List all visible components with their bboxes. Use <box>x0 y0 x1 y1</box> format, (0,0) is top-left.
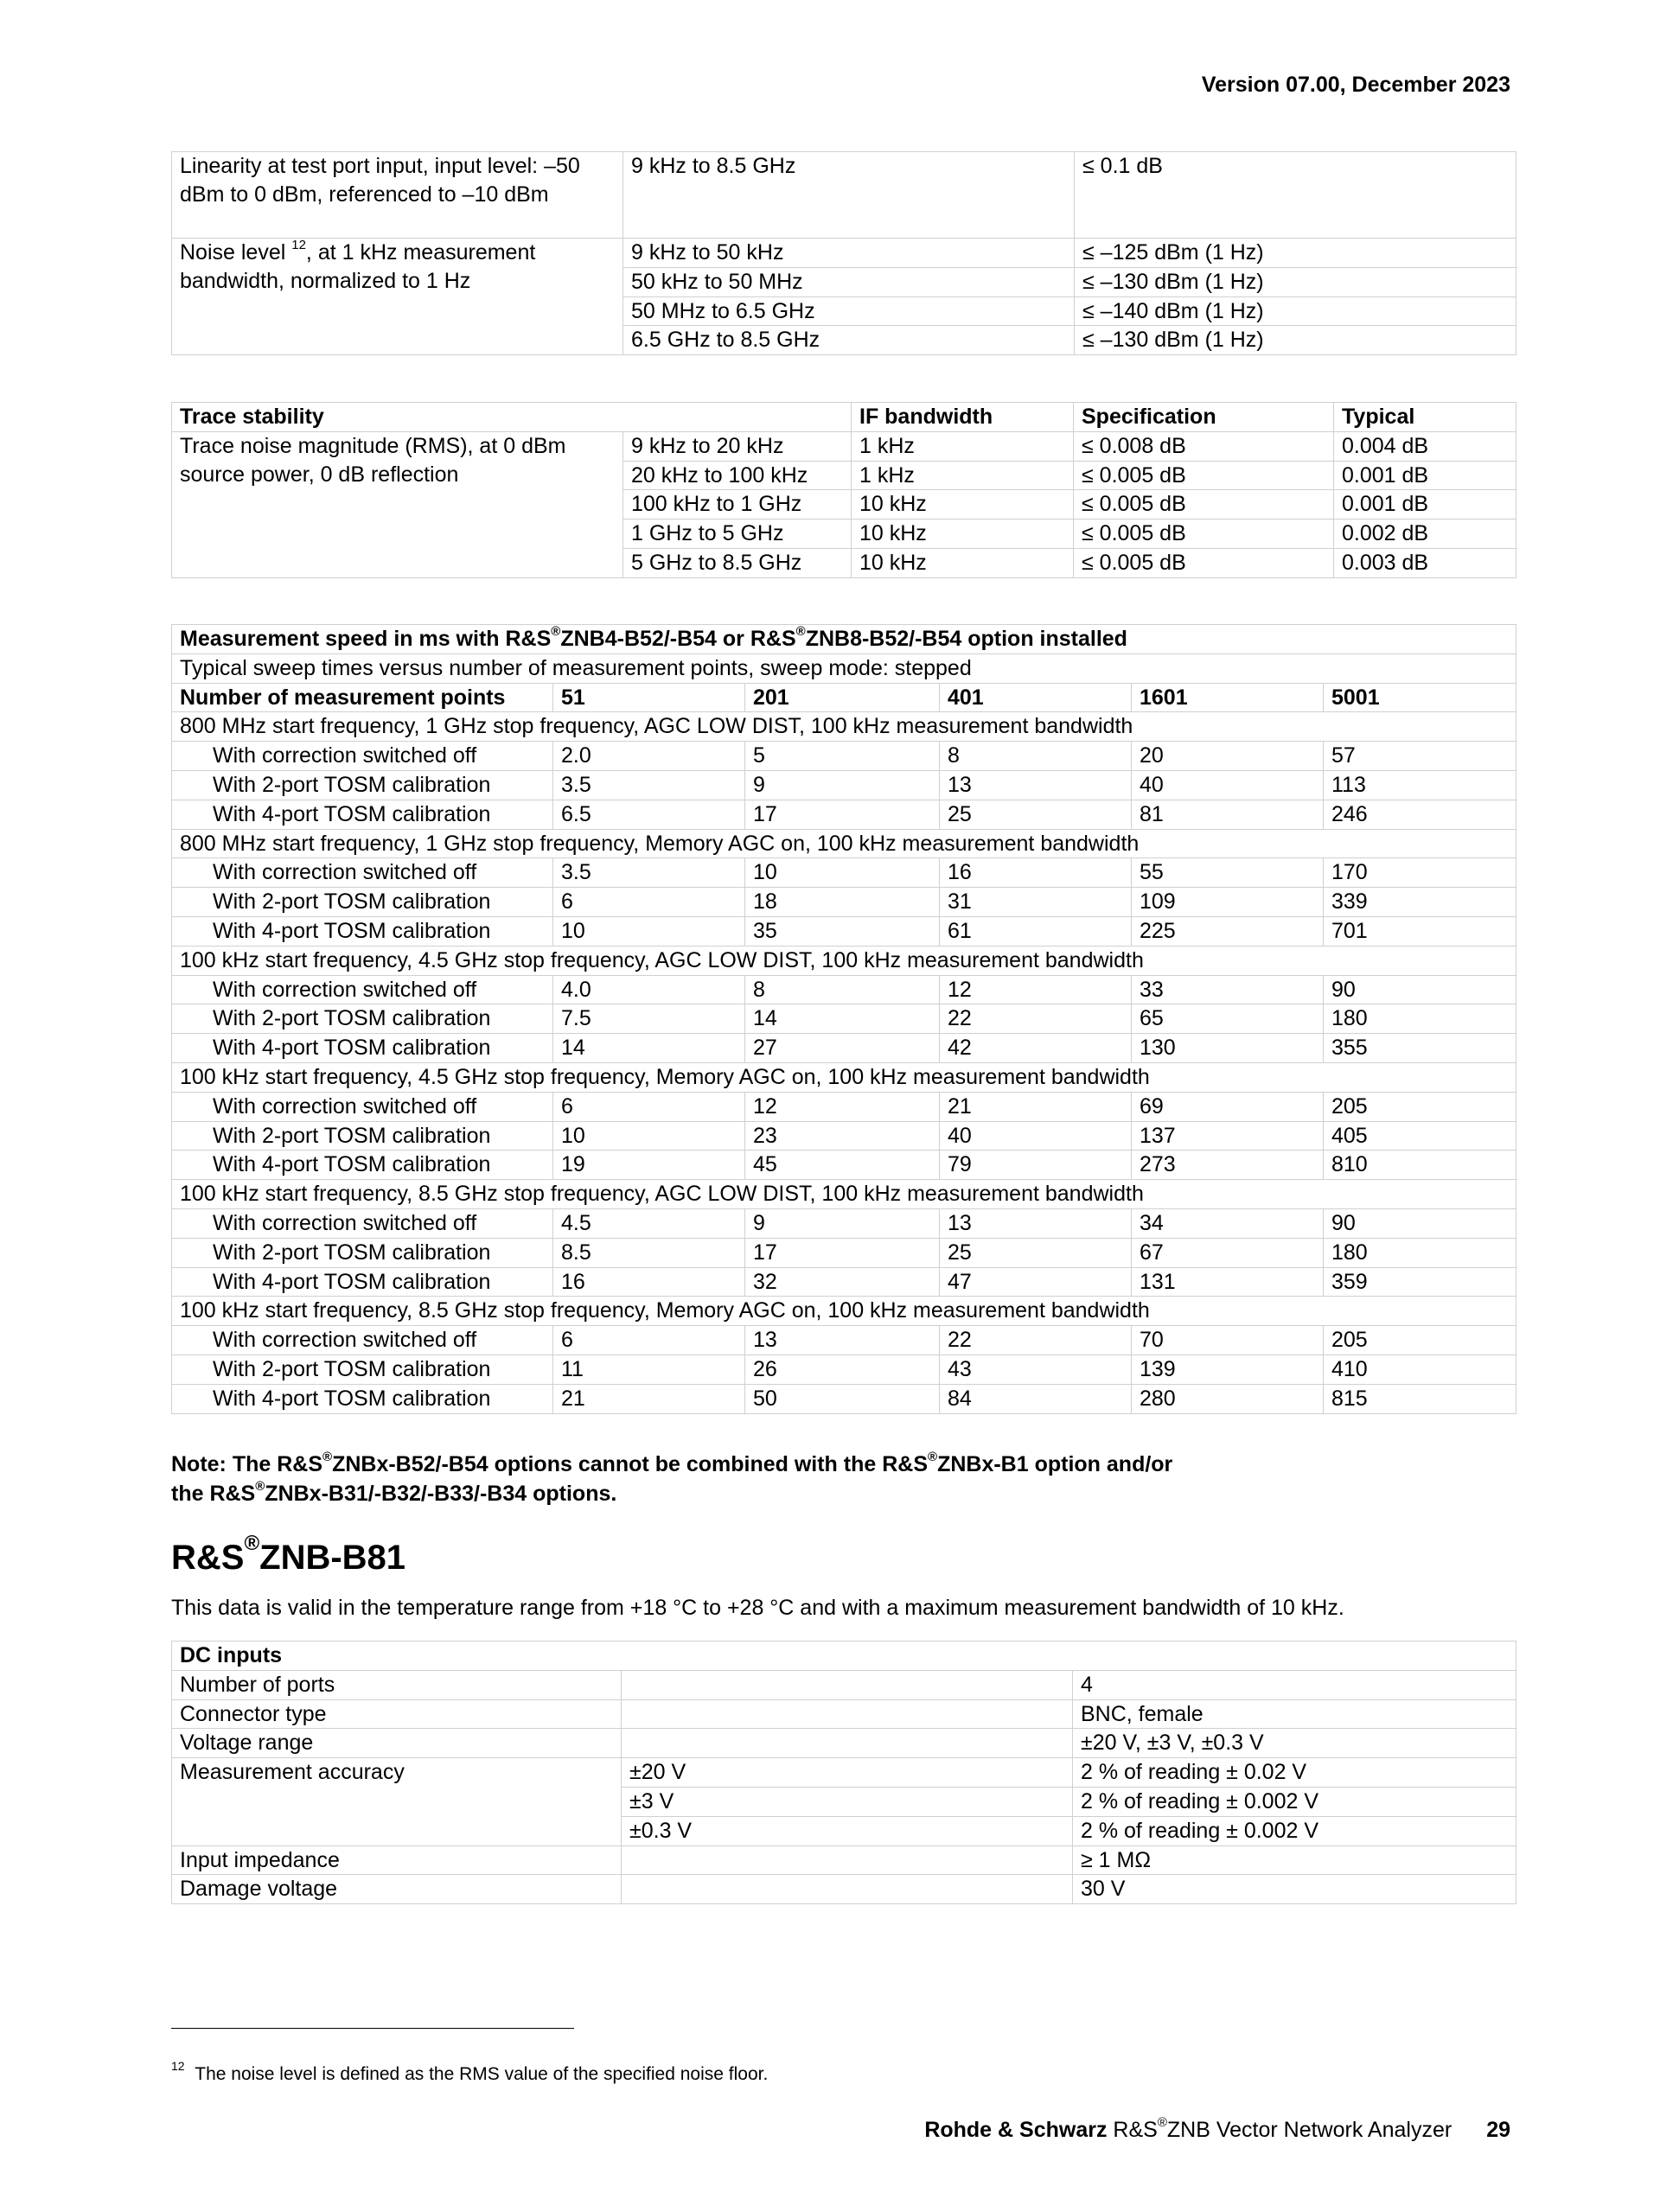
table-row <box>172 1326 1516 1355</box>
row-label: With 2-port TOSM calibration <box>172 1355 553 1384</box>
cell: 9 <box>745 1208 940 1238</box>
table-row <box>172 1121 1516 1151</box>
cell: 8 <box>940 742 1132 771</box>
table-row <box>172 1729 1516 1758</box>
cell: 2.0 <box>553 742 745 771</box>
row-label: With 2-port TOSM calibration <box>172 888 553 917</box>
footnote: $^{12}$ The noise level is defined as the RMS value of the specified noise floor. <box>171 2059 769 2084</box>
cell: 2 % of reading ± 0.002 V <box>1073 1816 1516 1845</box>
cell <box>622 1729 1073 1758</box>
cell: 84 <box>940 1384 1132 1413</box>
linearity-value: ≤ 0.1 dB <box>1075 152 1516 239</box>
noise-value: ≤ –130 dBm (1 Hz) <box>1075 326 1516 355</box>
table-row <box>172 1384 1516 1413</box>
cell: 10 <box>553 1121 745 1151</box>
row-label: With correction switched off <box>172 858 553 888</box>
cell: 81 <box>1132 800 1324 829</box>
cell: 4 <box>1073 1670 1516 1699</box>
cell: 27 <box>745 1034 940 1063</box>
trace-noise-label: Trace noise magnitude (RMS), at 0 dBm source power, 0 dB reflection <box>172 431 623 577</box>
cell: 410 <box>1324 1355 1516 1384</box>
cell: 1 kHz <box>852 431 1074 461</box>
table-row <box>172 975 1516 1004</box>
column-header: IF bandwidth <box>852 403 1074 432</box>
cell: 21 <box>940 1092 1132 1121</box>
column-header: 5001 <box>1324 683 1516 712</box>
cell: 30 V <box>1073 1875 1516 1904</box>
cell: 16 <box>553 1267 745 1297</box>
noise-value: ≤ –125 dBm (1 Hz) <box>1075 239 1516 268</box>
row-label: With 2-port TOSM calibration <box>172 1121 553 1151</box>
footnote-ref: 12 <box>291 238 306 252</box>
row-label: With 4-port TOSM calibration <box>172 1267 553 1297</box>
options-note: Note: The R&S®ZNBx-B52/-B54 options cannot be combined with the R&S®ZNBx-B1 option and/or the R&S®ZNBx-B31/-B32/-B33/-B34 options. <box>171 1449 1173 1506</box>
speed-table-title: Measurement speed in ms with R&S®ZNB4-B52/-B54 or R&S®ZNB8-B52/-B54 option installed <box>172 625 1516 654</box>
group-title-row <box>172 829 1516 858</box>
table-title-row <box>172 625 1516 654</box>
cell: 355 <box>1324 1034 1516 1063</box>
cell: 69 <box>1132 1092 1324 1121</box>
group-title-row <box>172 1180 1516 1209</box>
cell: 280 <box>1132 1384 1324 1413</box>
page-number: 29 <box>1486 2118 1510 2142</box>
cell: 40 <box>940 1121 1132 1151</box>
cell: 100 kHz to 1 GHz <box>623 490 852 520</box>
cell: 10 <box>553 916 745 946</box>
cell: 246 <box>1324 800 1516 829</box>
column-header: Trace stability <box>172 403 852 432</box>
cell: 205 <box>1324 1326 1516 1355</box>
cell: 180 <box>1324 1004 1516 1034</box>
cell: 2 % of reading ± 0.02 V <box>1073 1758 1516 1788</box>
cell: 17 <box>745 800 940 829</box>
cell: 40 <box>1132 770 1324 800</box>
group-title: 800 MHz start frequency, 1 GHz stop frequency, Memory AGC on, 100 kHz measurement bandwidth <box>172 829 1516 858</box>
cell: 43 <box>940 1355 1132 1384</box>
row-label: With 2-port TOSM calibration <box>172 770 553 800</box>
cell: 6.5 <box>553 800 745 829</box>
group-title: 100 kHz start frequency, 4.5 GHz stop frequency, AGC LOW DIST, 100 kHz measurement bandwidth <box>172 946 1516 975</box>
table-header-row <box>172 403 1516 432</box>
cell <box>622 1875 1073 1904</box>
cell: 65 <box>1132 1004 1324 1034</box>
cell: ≤ 0.005 dB <box>1074 520 1334 549</box>
cell: 0.001 dB <box>1334 490 1516 520</box>
cell: 14 <box>745 1004 940 1034</box>
cell: 10 kHz <box>852 548 1074 577</box>
cell: ≤ 0.008 dB <box>1074 431 1334 461</box>
cell: 25 <box>940 800 1132 829</box>
group-title: 800 MHz start frequency, 1 GHz stop frequency, AGC LOW DIST, 100 kHz measurement bandwidth <box>172 712 1516 742</box>
cell: BNC, female <box>1073 1699 1516 1729</box>
cell: 4.0 <box>553 975 745 1004</box>
table-row <box>172 742 1516 771</box>
noise-value: ≤ –140 dBm (1 Hz) <box>1075 296 1516 326</box>
table-row <box>172 800 1516 829</box>
row-label: With correction switched off <box>172 1092 553 1121</box>
cell: 13 <box>745 1326 940 1355</box>
table-row <box>172 1151 1516 1180</box>
footnote-divider <box>171 2028 574 2029</box>
cell: 113 <box>1324 770 1516 800</box>
cell: 6 <box>553 1092 745 1121</box>
cell: 810 <box>1324 1151 1516 1180</box>
table-header-row <box>172 1641 1516 1671</box>
cell: Input impedance <box>172 1845 622 1875</box>
cell: 205 <box>1324 1092 1516 1121</box>
cell: 34 <box>1132 1208 1324 1238</box>
group-title-row <box>172 712 1516 742</box>
cell: Number of ports <box>172 1670 622 1699</box>
row-label: With correction switched off <box>172 975 553 1004</box>
cell: 26 <box>745 1355 940 1384</box>
row-label: With 4-port TOSM calibration <box>172 1034 553 1063</box>
group-title-row <box>172 946 1516 975</box>
section-intro: This data is valid in the temperature range from +18 °C to +28 °C and with a maximum measurement bandwidth of 10 kHz. <box>171 1596 1344 1620</box>
column-header: 51 <box>553 683 745 712</box>
cell: 1 GHz to 5 GHz <box>623 520 852 549</box>
section-heading: R&S®ZNB-B81 <box>171 1531 406 1577</box>
table-row <box>172 152 1516 239</box>
cell: 405 <box>1324 1121 1516 1151</box>
cell: 0.001 dB <box>1334 461 1516 490</box>
table-row <box>172 1670 1516 1699</box>
cell <box>622 1699 1073 1729</box>
cell: 21 <box>553 1384 745 1413</box>
cell: 33 <box>1132 975 1324 1004</box>
cell: Measurement accuracy <box>172 1758 622 1845</box>
table-row <box>172 1758 1516 1788</box>
cell: 22 <box>940 1326 1132 1355</box>
speed-table-subtitle: Typical sweep times versus number of measurement points, sweep mode: stepped <box>172 653 1516 683</box>
cell: 0.004 dB <box>1334 431 1516 461</box>
table-row <box>172 1092 1516 1121</box>
cell: 9 kHz to 20 kHz <box>623 431 852 461</box>
cell: 170 <box>1324 858 1516 888</box>
cell: 61 <box>940 916 1132 946</box>
row-label: With 4-port TOSM calibration <box>172 800 553 829</box>
row-label: With 4-port TOSM calibration <box>172 916 553 946</box>
cell: 22 <box>940 1004 1132 1034</box>
cell: 50 <box>745 1384 940 1413</box>
linearity-noise-table <box>171 151 1516 355</box>
cell: 10 kHz <box>852 490 1074 520</box>
cell: 1 kHz <box>852 461 1074 490</box>
table-row <box>172 1875 1516 1904</box>
cell: 32 <box>745 1267 940 1297</box>
cell: 701 <box>1324 916 1516 946</box>
row-label: With correction switched off <box>172 742 553 771</box>
linearity-label: Linearity at test port input, input level: –50 dBm to 0 dBm, referenced to –10 dBm <box>172 152 623 239</box>
column-header: Typical <box>1334 403 1516 432</box>
group-title-row <box>172 1062 1516 1092</box>
cell: ≥ 1 MΩ <box>1073 1845 1516 1875</box>
cell: Damage voltage <box>172 1875 622 1904</box>
cell: 90 <box>1324 975 1516 1004</box>
cell: 4.5 <box>553 1208 745 1238</box>
cell: 25 <box>940 1238 1132 1267</box>
cell: 225 <box>1132 916 1324 946</box>
cell: 2 % of reading ± 0.002 V <box>1073 1787 1516 1816</box>
cell: 8 <box>745 975 940 1004</box>
row-label: With 4-port TOSM calibration <box>172 1151 553 1180</box>
cell: ±20 V, ±3 V, ±0.3 V <box>1073 1729 1516 1758</box>
cell: 55 <box>1132 858 1324 888</box>
cell: 42 <box>940 1034 1132 1063</box>
cell: 70 <box>1132 1326 1324 1355</box>
page-footer: Rohde & Schwarz R&S®ZNB Vector Network Analyzer 29 <box>924 2114 1510 2142</box>
group-title: 100 kHz start frequency, 8.5 GHz stop frequency, AGC LOW DIST, 100 kHz measurement bandwidth <box>172 1180 1516 1209</box>
cell: 10 <box>745 858 940 888</box>
noise-range: 50 kHz to 50 MHz <box>623 267 1075 296</box>
version-label: Version 07.00, December 2023 <box>1201 73 1510 97</box>
cell: 35 <box>745 916 940 946</box>
cell: 6 <box>553 888 745 917</box>
cell: 359 <box>1324 1267 1516 1297</box>
noise-label: Noise level $^{12}$, at 1 kHz measurement bandwidth, normalized to 1 Hz <box>172 239 623 355</box>
table-row <box>172 431 1516 461</box>
cell: 109 <box>1132 888 1324 917</box>
cell: Voltage range <box>172 1729 622 1758</box>
dc-inputs-table <box>171 1641 1516 1904</box>
cell: 90 <box>1324 1208 1516 1238</box>
cell: 130 <box>1132 1034 1324 1063</box>
cell: 79 <box>940 1151 1132 1180</box>
cell <box>622 1670 1073 1699</box>
cell: 19 <box>553 1151 745 1180</box>
group-title: 100 kHz start frequency, 8.5 GHz stop frequency, Memory AGC on, 100 kHz measurement bandwidth <box>172 1297 1516 1326</box>
cell: 10 kHz <box>852 520 1074 549</box>
cell: 16 <box>940 858 1132 888</box>
noise-range: 9 kHz to 50 kHz <box>623 239 1075 268</box>
table-row <box>172 1034 1516 1063</box>
cell: Connector type <box>172 1699 622 1729</box>
cell: 17 <box>745 1238 940 1267</box>
cell: 8.5 <box>553 1238 745 1267</box>
table-row <box>172 1238 1516 1267</box>
table-row <box>172 858 1516 888</box>
cell: ±20 V <box>622 1758 1073 1788</box>
table-subtitle-row <box>172 653 1516 683</box>
cell: 3.5 <box>553 858 745 888</box>
table-row <box>172 770 1516 800</box>
cell: 339 <box>1324 888 1516 917</box>
cell: 13 <box>940 1208 1132 1238</box>
cell: 180 <box>1324 1238 1516 1267</box>
cell: 5 GHz to 8.5 GHz <box>623 548 852 577</box>
measurement-speed-table <box>171 624 1516 1414</box>
cell: 45 <box>745 1151 940 1180</box>
cell: 67 <box>1132 1238 1324 1267</box>
cell: 20 kHz to 100 kHz <box>623 461 852 490</box>
table-row <box>172 916 1516 946</box>
cell: ±3 V <box>622 1787 1073 1816</box>
cell: 18 <box>745 888 940 917</box>
cell: 139 <box>1132 1355 1324 1384</box>
column-header: Number of measurement points <box>172 683 553 712</box>
cell: 12 <box>745 1092 940 1121</box>
cell: 9 <box>745 770 940 800</box>
table-row <box>172 1208 1516 1238</box>
dc-inputs-header: DC inputs <box>172 1641 1516 1671</box>
table-header-row <box>172 683 1516 712</box>
column-header: Specification <box>1074 403 1334 432</box>
row-label: With 2-port TOSM calibration <box>172 1004 553 1034</box>
cell: 137 <box>1132 1121 1324 1151</box>
cell: 3.5 <box>553 770 745 800</box>
group-title: 100 kHz start frequency, 4.5 GHz stop frequency, Memory AGC on, 100 kHz measurement bandwidth <box>172 1062 1516 1092</box>
noise-range: 6.5 GHz to 8.5 GHz <box>623 326 1075 355</box>
cell: 47 <box>940 1267 1132 1297</box>
column-header: 1601 <box>1132 683 1324 712</box>
row-label: With 4-port TOSM calibration <box>172 1384 553 1413</box>
table-row <box>172 888 1516 917</box>
row-label: With correction switched off <box>172 1208 553 1238</box>
cell: 0.003 dB <box>1334 548 1516 577</box>
table-row <box>172 1004 1516 1034</box>
column-header: 201 <box>745 683 940 712</box>
cell: 14 <box>553 1034 745 1063</box>
cell: ≤ 0.005 dB <box>1074 490 1334 520</box>
noise-range: 50 MHz to 6.5 GHz <box>623 296 1075 326</box>
cell: 31 <box>940 888 1132 917</box>
table-row <box>172 1267 1516 1297</box>
table-row <box>172 239 1516 268</box>
row-label: With 2-port TOSM calibration <box>172 1238 553 1267</box>
column-header: 401 <box>940 683 1132 712</box>
table-row <box>172 1699 1516 1729</box>
cell: 5 <box>745 742 940 771</box>
cell: 7.5 <box>553 1004 745 1034</box>
cell: 20 <box>1132 742 1324 771</box>
cell <box>622 1845 1073 1875</box>
group-title-row <box>172 1297 1516 1326</box>
linearity-range: 9 kHz to 8.5 GHz <box>623 152 1075 239</box>
cell: 273 <box>1132 1151 1324 1180</box>
cell: 815 <box>1324 1384 1516 1413</box>
cell: 23 <box>745 1121 940 1151</box>
noise-value: ≤ –130 dBm (1 Hz) <box>1075 267 1516 296</box>
cell: 6 <box>553 1326 745 1355</box>
trace-stability-table <box>171 402 1516 578</box>
cell: 131 <box>1132 1267 1324 1297</box>
cell: ≤ 0.005 dB <box>1074 461 1334 490</box>
cell: 12 <box>940 975 1132 1004</box>
cell: 57 <box>1324 742 1516 771</box>
cell: ≤ 0.005 dB <box>1074 548 1334 577</box>
cell: ±0.3 V <box>622 1816 1073 1845</box>
cell: 11 <box>553 1355 745 1384</box>
table-row <box>172 1845 1516 1875</box>
table-row <box>172 1355 1516 1384</box>
cell: 13 <box>940 770 1132 800</box>
row-label: With correction switched off <box>172 1326 553 1355</box>
cell: 0.002 dB <box>1334 520 1516 549</box>
